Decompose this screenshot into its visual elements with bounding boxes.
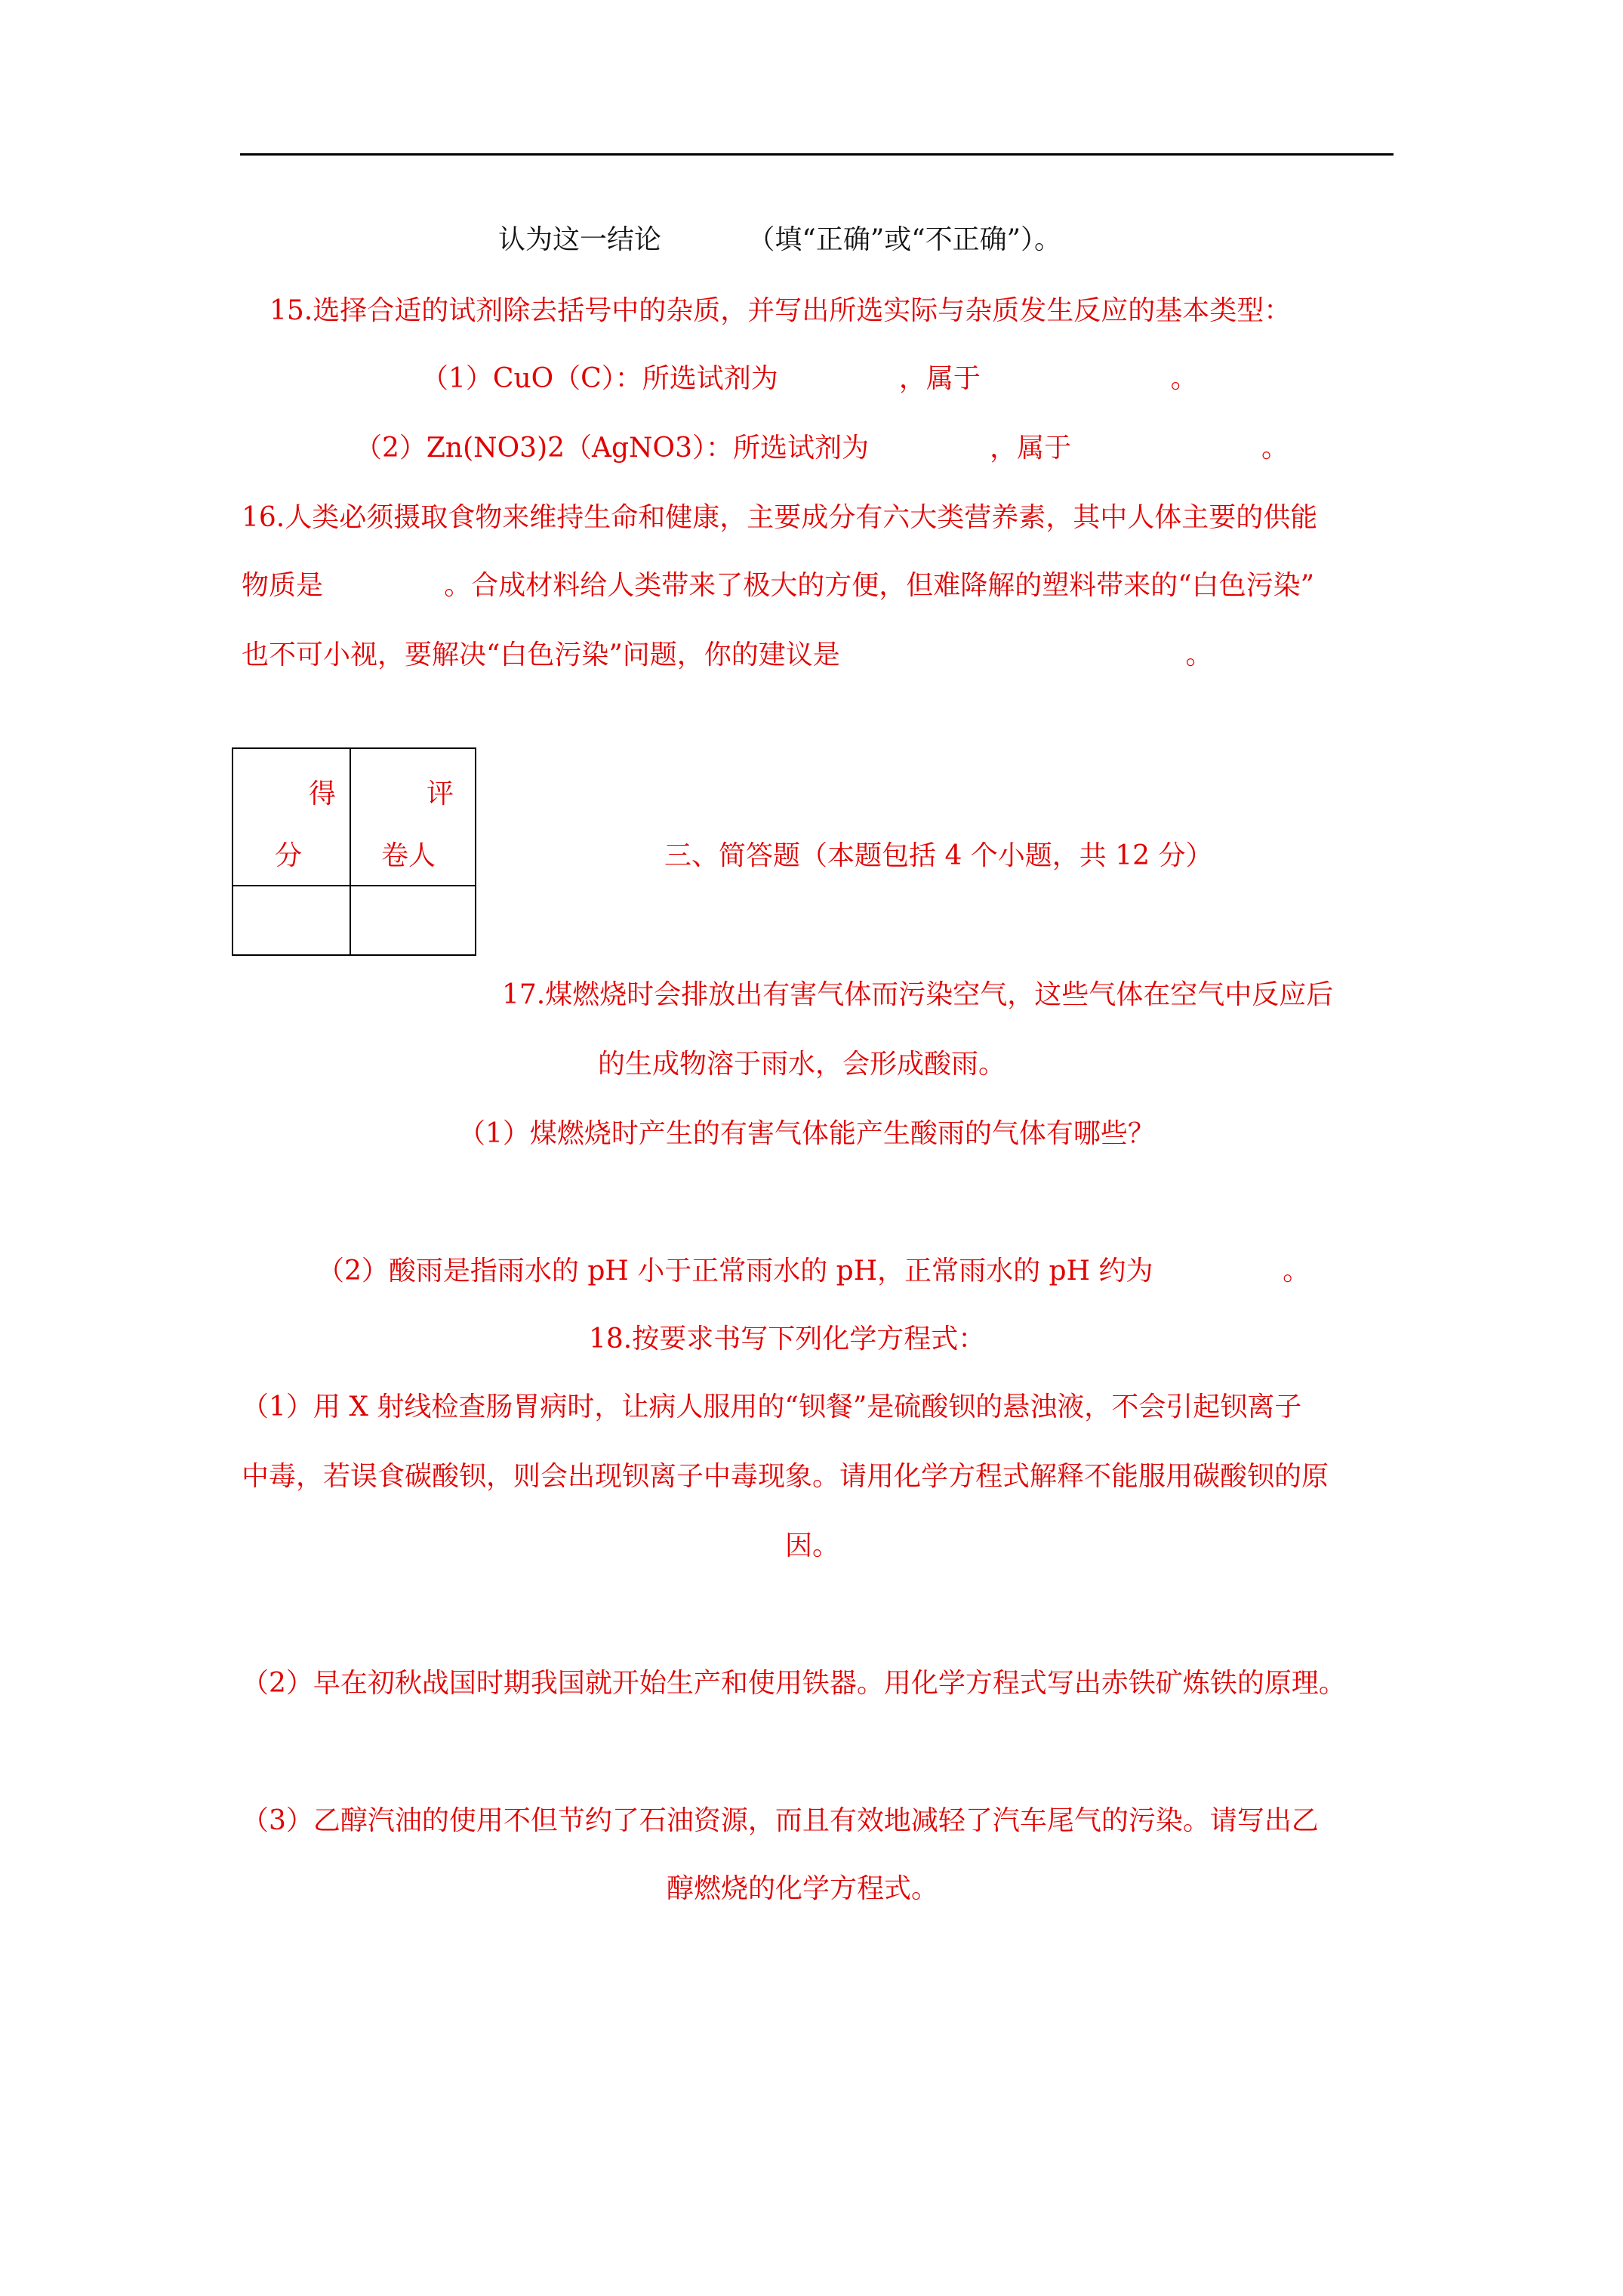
score-label-bottom: 分 [275, 840, 303, 871]
q18-part1-line3: 因。 [785, 1530, 840, 1561]
q18-part3-line2: 醇燃烧的化学方程式。 [667, 1873, 939, 1904]
grader-label-bottom: 卷人 [381, 840, 436, 871]
q15-part1: （1）CuO（C）：所选试剂为 ，属于 。 [421, 363, 1198, 394]
q18-part1-line1: （1）用 X 射线检查肠胃病时，让病人服用的“钡餐”是硫酸钡的悬浊液，不会引起钡离子 [242, 1391, 1302, 1422]
q16-line3: 也不可小视，要解决“白色污染”问题，你的建议是 。 [242, 639, 1213, 670]
q17-part2: （2）酸雨是指雨水的 pH 小于正常雨水的 pH，正常雨水的 pH 约为 。 [317, 1256, 1310, 1287]
q17-stem-line2: 的生成物溶于雨水，会形成酸雨。 [598, 1049, 1006, 1080]
header-rule [240, 153, 1394, 156]
score-label-top: 得 [309, 778, 337, 809]
score-cell-grader [350, 748, 476, 886]
q18-stem: 18.按要求书写下列化学方程式： [589, 1324, 986, 1354]
q17-part1: （1）煤燃烧时产生的有害气体能产生酸雨的气体有哪些？ [458, 1118, 1155, 1149]
q16-line1: 16.人类必须摄取食物来维持生命和健康，主要成分有六大类营养素，其中人体主要的供能 [242, 502, 1318, 533]
q18-part1-line2: 中毒，若误食碳酸钡，则会出现钡离子中毒现象。请用化学方程式解释不能服用碳酸钡的原 [242, 1461, 1329, 1492]
q15-part2: （2）Zn(NO3)2（AgNO3）：所选试剂为 ，属于 。 [355, 433, 1289, 464]
q14-conclusion-line: 认为这一结论 （填“正确”或“不正确”）。 [498, 224, 1062, 255]
q16-line2: 物质是 。合成材料给人类带来了极大的方便，但难降解的塑料带来的“白色污染” [242, 570, 1315, 601]
score-entry-cell[interactable] [233, 886, 350, 955]
q17-stem-line1: 17.煤燃烧时会排放出有害气体而污染空气，这些气体在空气中反应后 [502, 979, 1334, 1010]
q18-part3-line1: （3）乙醇汽油的使用不但节约了石油资源，而且有效地减轻了汽车尾气的污染。请写出乙 [242, 1805, 1319, 1836]
score-table [232, 747, 476, 956]
section-three-heading: 三、简答题（本题包括 4 个小题，共 12 分） [664, 840, 1213, 871]
q18-part2: （2）早在初秋战国时期我国就开始生产和使用铁器。用化学方程式写出赤铁矿炼铁的原理。 [242, 1668, 1346, 1699]
score-cell-score [233, 748, 350, 886]
grader-entry-cell[interactable] [350, 886, 476, 955]
grader-label-top: 评 [427, 778, 454, 809]
q15-stem: 15.选择合适的试剂除去括号中的杂质，并写出所选实际与杂质发生反应的基本类型： [269, 295, 1292, 326]
